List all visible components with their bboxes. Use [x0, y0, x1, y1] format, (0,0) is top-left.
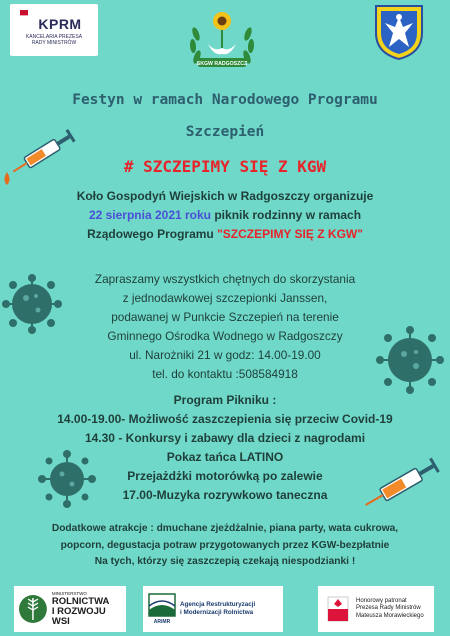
drop-icon — [2, 172, 12, 186]
kgw-ribbon-text: SKGW RADGOSZCZ — [196, 61, 248, 67]
coat-of-arms-icon — [373, 3, 425, 61]
program-item: Przejażdżki motorówką po zalewie — [127, 469, 323, 483]
program-item: 14.00-19.00- Możliwość zaszczepienia się przeciw Covid-19 — [57, 412, 393, 426]
title-line2: Szczepień — [185, 124, 265, 140]
invite-line: ul. Narożniki 21 w godz: 14.00-19.00 — [129, 348, 321, 362]
ministry-line1: ROLNICTWA — [51, 596, 110, 607]
arimr-abbr: ARiMR — [153, 619, 171, 625]
syringe-icon — [356, 452, 448, 516]
kprm-sub-line1: KANCELARIA PREZESA — [25, 34, 83, 40]
invite-line: Zapraszamy wszystkich chętnych do skorzystania — [94, 272, 356, 286]
kgw-logo — [182, 4, 262, 76]
ministry-agriculture-logo — [14, 586, 126, 632]
intro-line1: Koło Gospodyń Wiejskich w Radgoszczy organizuje — [76, 189, 374, 203]
wheat-icon — [18, 592, 48, 626]
program-item: Pokaz tańca LATINO — [166, 450, 284, 464]
program-item: 17.00-Muzyka rozrywkowo taneczna — [122, 488, 328, 502]
invite-line: tel. do kontaktu :508584918 — [152, 367, 298, 381]
intro-line2 — [0, 206, 450, 225]
program-name-quote: "SZCZEPIMY SIĘ Z KGW" — [217, 227, 363, 241]
arimr-line1: Agencja Restrukturyzacji — [180, 601, 256, 608]
program-heading: Program Pikniku : — [173, 393, 277, 407]
kprm-logo — [10, 4, 98, 56]
kprm-logo-name: KPRM — [38, 16, 82, 32]
hashtag-title: # SZCZEPIMY SIĘ Z KGW — [123, 157, 327, 176]
syringe-icon — [4, 128, 82, 178]
invite-line: Gminnego Ośrodka Wodnego w Radgoszczy — [107, 329, 343, 343]
invite-paragraph — [0, 270, 450, 384]
kprm-logo-subtitle — [26, 34, 82, 46]
arimr-line2: i Modernizacji Rolnictwa — [180, 609, 254, 616]
invite-line: podawanej w Punkcie Szczepień na terenie — [111, 310, 339, 324]
intro-paragraph — [0, 187, 450, 244]
ministry-small: MINISTERSTWO — [51, 591, 87, 596]
arimr-logo — [143, 586, 283, 632]
polish-emblem-icon — [326, 595, 350, 623]
intro-line3-start: Rządowego Programu — [87, 227, 218, 241]
arimr-name — [180, 601, 255, 617]
program-item: 14.30 - Konkursy i zabawy dla dzieci z nagrodami — [84, 431, 366, 445]
arimr-emblem-icon — [148, 592, 176, 626]
extras-paragraph — [0, 521, 450, 571]
ministry-line2: I ROZWOJU WSI — [51, 606, 106, 627]
event-date: 22 sierpnia 2021 roku — [88, 208, 212, 222]
extras-line: popcorn, degustacja potraw przygotowanych przez KGW-bezpłatnie — [60, 539, 390, 551]
extras-line: Dodatkowe atrakcje : dmuchane zjeżdżalnie, piana party, wata cukrowa, — [51, 523, 399, 534]
patron-line1: Honorowy patronat — [356, 597, 407, 604]
polish-flag-icon — [20, 10, 28, 22]
title-line1: Festyn w ramach Narodowego Programu — [72, 92, 378, 108]
extras-line: Na tych, którzy się zaszczepią czekają niespodzianki ! — [94, 556, 356, 567]
invite-line: z jednodawkowej szczepionki Janssen, — [122, 291, 328, 305]
intro-line3 — [0, 225, 450, 244]
patron-line3: Mateusza Morawieckiego — [356, 612, 424, 619]
virus-icon — [34, 446, 100, 512]
intro-line2-rest: piknik rodzinny w ramach — [211, 208, 362, 222]
patronage-text — [356, 598, 424, 621]
honorary-patronage-logo — [318, 586, 434, 632]
sunflower-icon — [208, 12, 236, 54]
patron-line2: Prezesa Rady Ministrów — [356, 605, 421, 612]
kprm-sub-line2: RADY MINISTRÓW — [31, 40, 77, 46]
ministry-name — [52, 591, 126, 627]
